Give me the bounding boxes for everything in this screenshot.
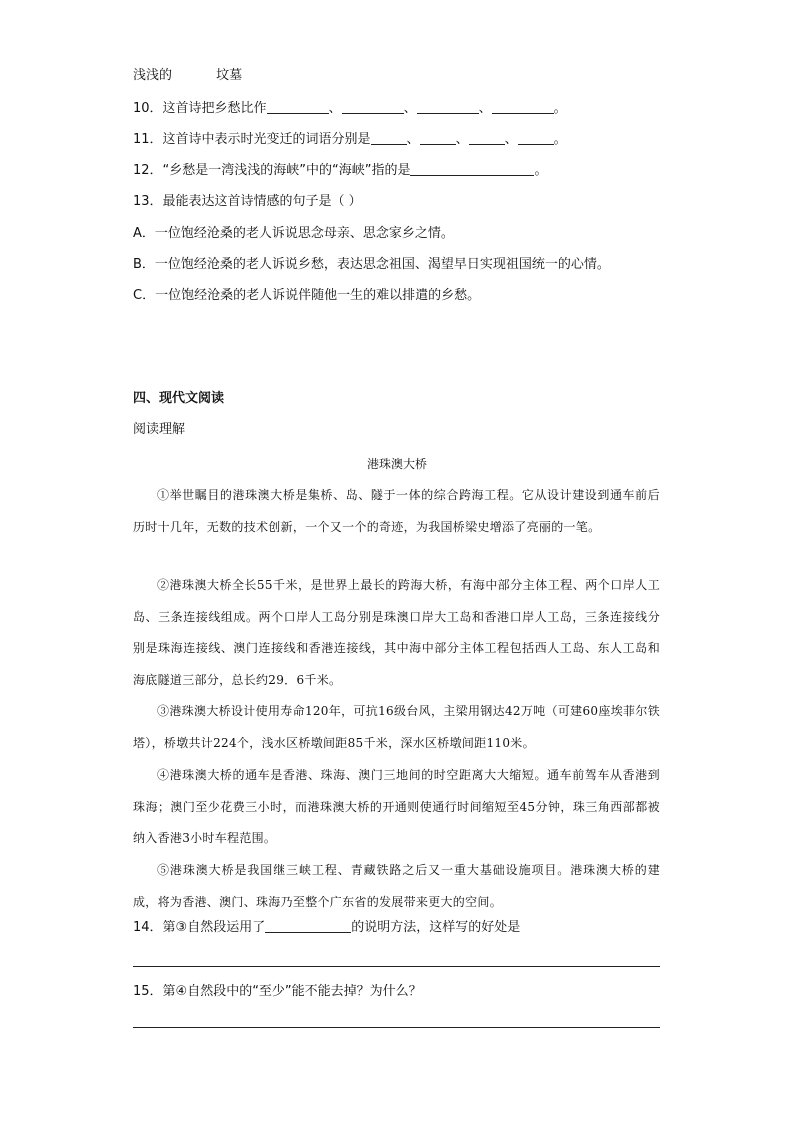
- separator: 、: [478, 101, 492, 116]
- question-13: [133, 192, 362, 212]
- answer-blank[interactable]: [492, 99, 554, 114]
- answer-blank[interactable]: [469, 130, 505, 145]
- end-mark: 。: [553, 132, 567, 147]
- answer-line[interactable]: [133, 966, 660, 967]
- question-11-label: 11．这首诗中表示时光变迁的词语分别是: [133, 132, 371, 147]
- answer-blank[interactable]: [518, 130, 554, 145]
- question-14-label-b: 的说明方法，这样写的好处是: [351, 920, 521, 935]
- answer-blank[interactable]: [417, 99, 479, 114]
- article-paragraph-2: ②港珠澳大桥全长55千米，是世界上最长的跨海大桥，有海中部分主体工程、两个口岸人工岛、三条连接线组成。两个口岸人工岛分别是珠澳口岸大工岛和香港口岸人工岛，三条连接线分别是珠海连接线、澳门连接线和香港连接线，其中海中部分主体工程包括西人工岛、东人工岛和海底隧道三部分，总长约29．6千米。: [133, 578, 660, 687]
- poem-line: [133, 66, 242, 86]
- option-a[interactable]: A．一位饱经沧桑的老人诉说思念母亲、思念家乡之情。: [133, 226, 454, 241]
- answer-blank[interactable]: [267, 99, 329, 114]
- question-10: [133, 99, 567, 119]
- answer-line[interactable]: [133, 1027, 660, 1028]
- option-b[interactable]: B．一位饱经沧桑的老人诉说乡愁，表达思念祖国、渴望早日实现祖国统一的心情。: [133, 257, 610, 272]
- article-paragraph-3: ③港珠澳大桥设计使用寿命120年，可抗16级台风，主梁用钢达42万吨（可建60座埃菲尔铁塔），桥墩共计224个，浅水区桥墩间距85千米，深水区桥墩间距110米。: [133, 704, 660, 750]
- section-heading: 四、现代文阅读: [133, 391, 225, 406]
- question-13-label: 13．最能表达这首诗情感的句子是（ ）: [133, 194, 362, 209]
- article-paragraph-1: ①举世瞩目的港珠澳大桥是集桥、岛、隧于一体的综合跨海工程。它从设计建设到通车前后历时十几年，无数的技术创新，一个又一个的奇迹，为我国桥梁史增添了亮丽的一笔。: [133, 488, 660, 534]
- question-10-label: 10．这首诗把乡愁比作: [133, 101, 267, 116]
- poem-word-left: 浅浅的: [133, 68, 173, 83]
- question-11: [133, 130, 567, 150]
- separator: 、: [455, 132, 469, 147]
- article-paragraph-4: ④港珠澳大桥的通车是香港、珠海、澳门三地间的时空距离大大缩短。通车前驾车从香港到珠海；澳门至少花费三小时，而港珠澳大桥的开通则使通行时间缩短至45分钟，珠三角西部都被纳入香港3小时车程范围。: [133, 768, 660, 845]
- answer-blank[interactable]: [371, 130, 407, 145]
- answer-blank[interactable]: [265, 918, 351, 933]
- end-mark: 。: [534, 163, 548, 178]
- section-subheading: 阅读理解: [133, 422, 186, 437]
- article-title: 港珠澳大桥: [366, 457, 427, 471]
- question-12-label: 12．“乡愁是一湾浅浅的海峡”中的“海峡”指的是: [133, 163, 411, 178]
- question-14: [133, 918, 520, 938]
- poem-word-right: 坟墓: [216, 68, 243, 83]
- separator: 、: [504, 132, 518, 147]
- separator: 、: [403, 101, 417, 116]
- end-mark: 。: [553, 101, 567, 116]
- answer-blank[interactable]: [420, 130, 456, 145]
- answer-blank[interactable]: [410, 161, 534, 176]
- question-15: 15．第④自然段中的“至少”能不能去掉？为什么？: [133, 984, 422, 999]
- question-14-label-a: 14．第③自然段运用了: [133, 920, 266, 935]
- article-paragraph-5: ⑤港珠澳大桥是我国继三峡工程、青藏铁路之后又一重大基础设施项目。港珠澳大桥的建成，将为香港、澳门、珠海乃至整个广东省的发展带来更大的空间。: [133, 863, 660, 909]
- question-12: [133, 161, 548, 181]
- option-c[interactable]: C．一位饱经沧桑的老人诉说伴随他一生的难以排遣的乡愁。: [133, 288, 481, 303]
- separator: 、: [328, 101, 342, 116]
- separator: 、: [406, 132, 420, 147]
- answer-blank[interactable]: [342, 99, 404, 114]
